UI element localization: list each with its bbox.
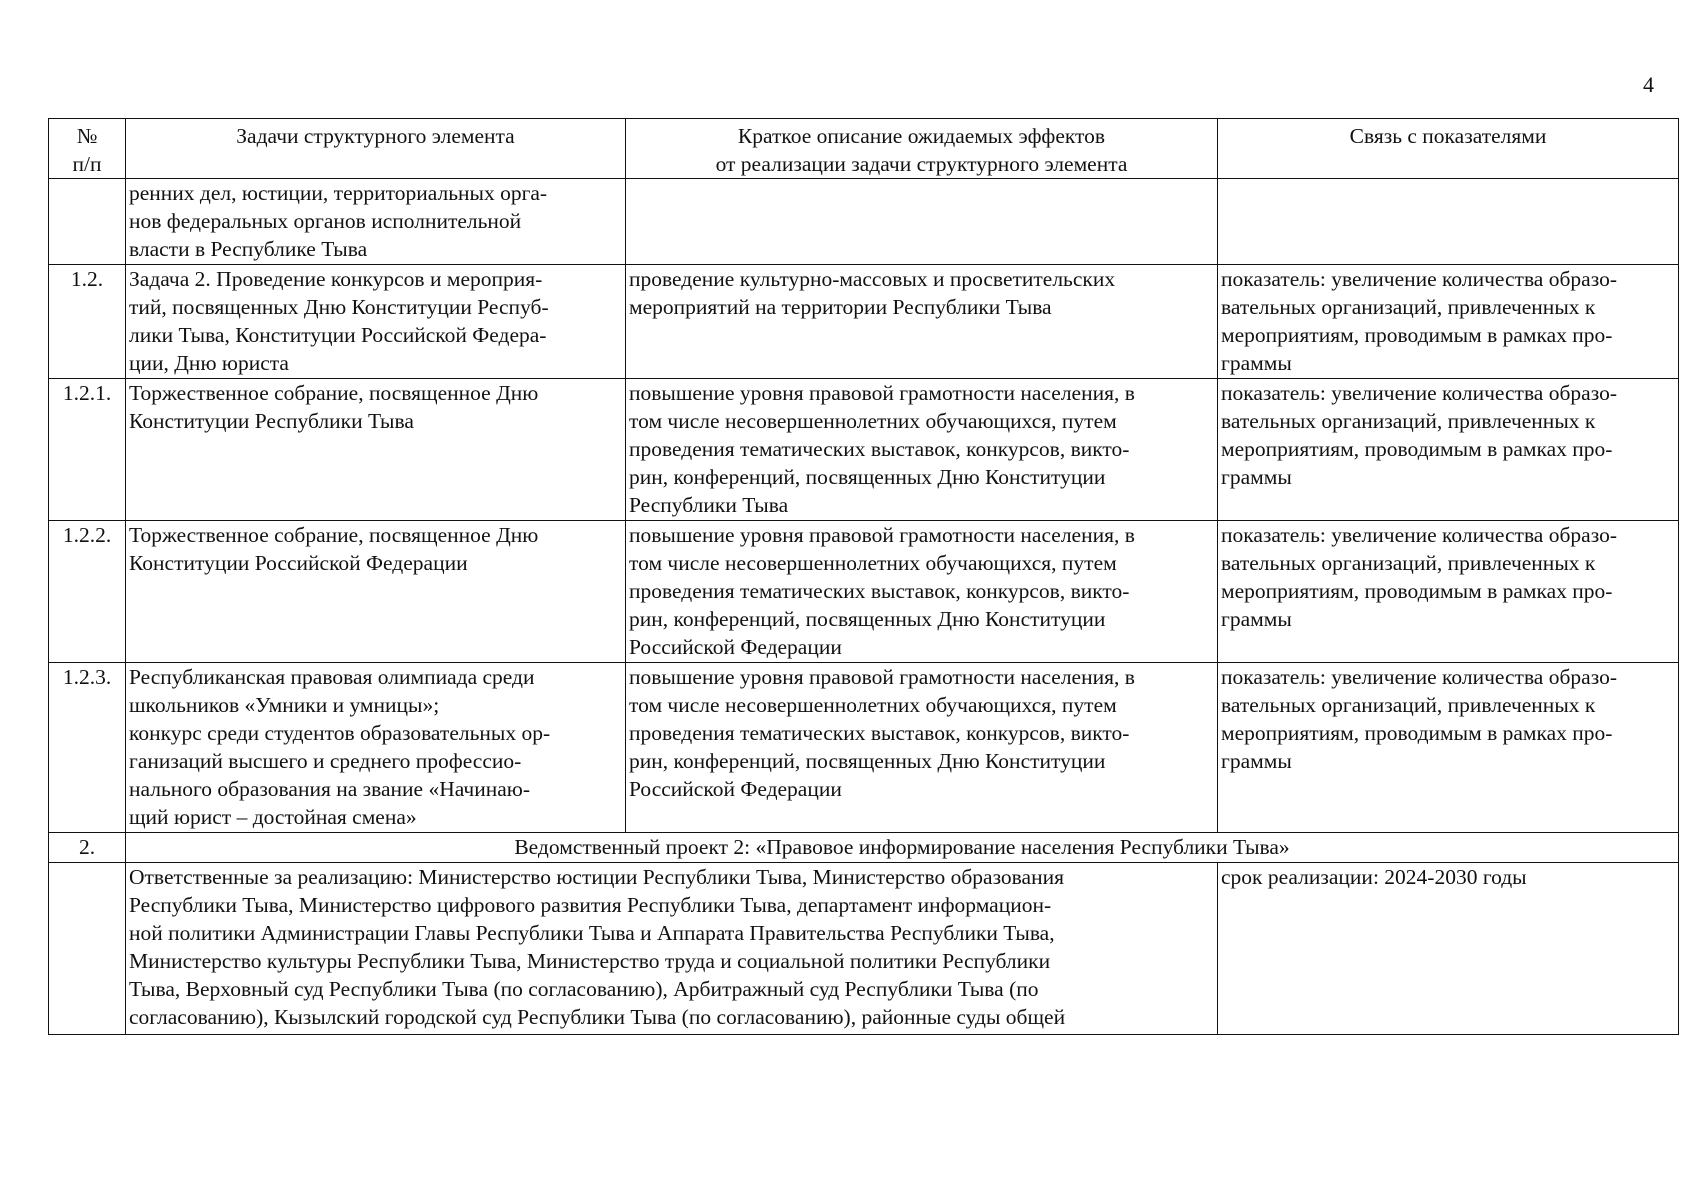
row-num: 1.2.1.: [49, 379, 126, 521]
implementation-term: срок реализации: 2024-2030 годы: [1218, 863, 1679, 1035]
project-num: 2.: [49, 833, 126, 863]
structural-elements-table: [48, 118, 1679, 1035]
row-task: ренних дел, юстиции, территориальных орга- нов федеральных органов исполнительной власти в Республике Тыва: [126, 179, 626, 265]
row-effect: [626, 179, 1218, 265]
table-row: [49, 265, 1679, 379]
table-row: [49, 379, 1679, 521]
row-effect: повышение уровня правовой грамотности населения, в том числе несовершеннолетних обучающихся, путем проведения тематических выставок, конкурсов, викто- рин, конференций, посвященных Дню Конституции Российской Федерации: [626, 521, 1218, 663]
row-effect: проведение культурно-массовых и просветительских мероприятий на территории Республики Тыва: [626, 265, 1218, 379]
row-link: показатель: увеличение количества образо- вательных организаций, привлеченных к мероприятиям, проводимым в рамках про- граммы: [1218, 663, 1679, 833]
row-num: 1.2.3.: [49, 663, 126, 833]
row-task: Торжественное собрание, посвященное Дню Конституции Республики Тыва: [126, 379, 626, 521]
responsible-row: [49, 863, 1679, 1035]
row-effect: повышение уровня правовой грамотности населения, в том числе несовершеннолетних обучающихся, путем проведения тематических выставок, конкурсов, викто- рин, конференций, посвященных Дню Конституции Республики Тыва: [626, 379, 1218, 521]
row-num: 1.2.2.: [49, 521, 126, 663]
page-number: 4: [1643, 72, 1654, 97]
row-link: показатель: увеличение количества образо- вательных организаций, привлеченных к мероприятиям, проводимым в рамках про- граммы: [1218, 521, 1679, 663]
row-link: показатель: увеличение количества образо- вательных организаций, привлеченных к мероприятиям, проводимым в рамках про- граммы: [1218, 379, 1679, 521]
project-title: Ведомственный проект 2: «Правовое информирование населения Республики Тыва»: [126, 833, 1679, 863]
row-num: [49, 863, 126, 1035]
header-link: Связь с показателями: [1218, 119, 1679, 179]
row-link: показатель: увеличение количества образо- вательных организаций, привлеченных к мероприятиям, проводимым в рамках про- граммы: [1218, 265, 1679, 379]
row-task: Республиканская правовая олимпиада среди школьников «Умники и умницы»; конкурс среди студентов образовательных ор- ганизаций высшего и среднего профессио- нального образования на звание «Начинаю- щий юрист – достойная смена»: [126, 663, 626, 833]
header-tasks: Задачи структурного элемента: [126, 119, 626, 179]
table-row: [49, 521, 1679, 663]
table-header-row: [49, 119, 1679, 179]
row-link: [1218, 179, 1679, 265]
row-num: [49, 179, 126, 265]
project-row: [49, 833, 1679, 863]
header-num: № п/п: [49, 119, 126, 179]
row-task: Торжественное собрание, посвященное Дню Конституции Российской Федерации: [126, 521, 626, 663]
table-row: [49, 179, 1679, 265]
row-effect: повышение уровня правовой грамотности населения, в том числе несовершеннолетних обучающихся, путем проведения тематических выставок, конкурсов, викто- рин, конференций, посвященных Дню Конституции Российской Федерации: [626, 663, 1218, 833]
responsible-text: Ответственные за реализацию: Министерство юстиции Республики Тыва, Министерство образования Республики Тыва, Министерство цифрового развития Республики Тыва, департамент информацион- ной политики Администрации Главы Республики Тыва и Аппарата Правительства Республики Тыва, Министерство культуры Республики Тыва, Министерство труда и социальной политики Республики Тыва, Верховный суд Республики Тыва (по согласованию), Арбитражный суд Республики Тыва (по согласованию), Кызылский городской суд Республики Тыва (по согласованию), районные суды общей: [126, 863, 1218, 1035]
row-task: Задача 2. Проведение конкурсов и мероприя- тий, посвященных Дню Конституции Респуб- лики Тыва, Конституции Российской Федера- ции, Дню юриста: [126, 265, 626, 379]
header-effects: Краткое описание ожидаемых эффектов от реализации задачи структурного элемента: [626, 119, 1218, 179]
table-row: [49, 663, 1679, 833]
row-num: 1.2.: [49, 265, 126, 379]
